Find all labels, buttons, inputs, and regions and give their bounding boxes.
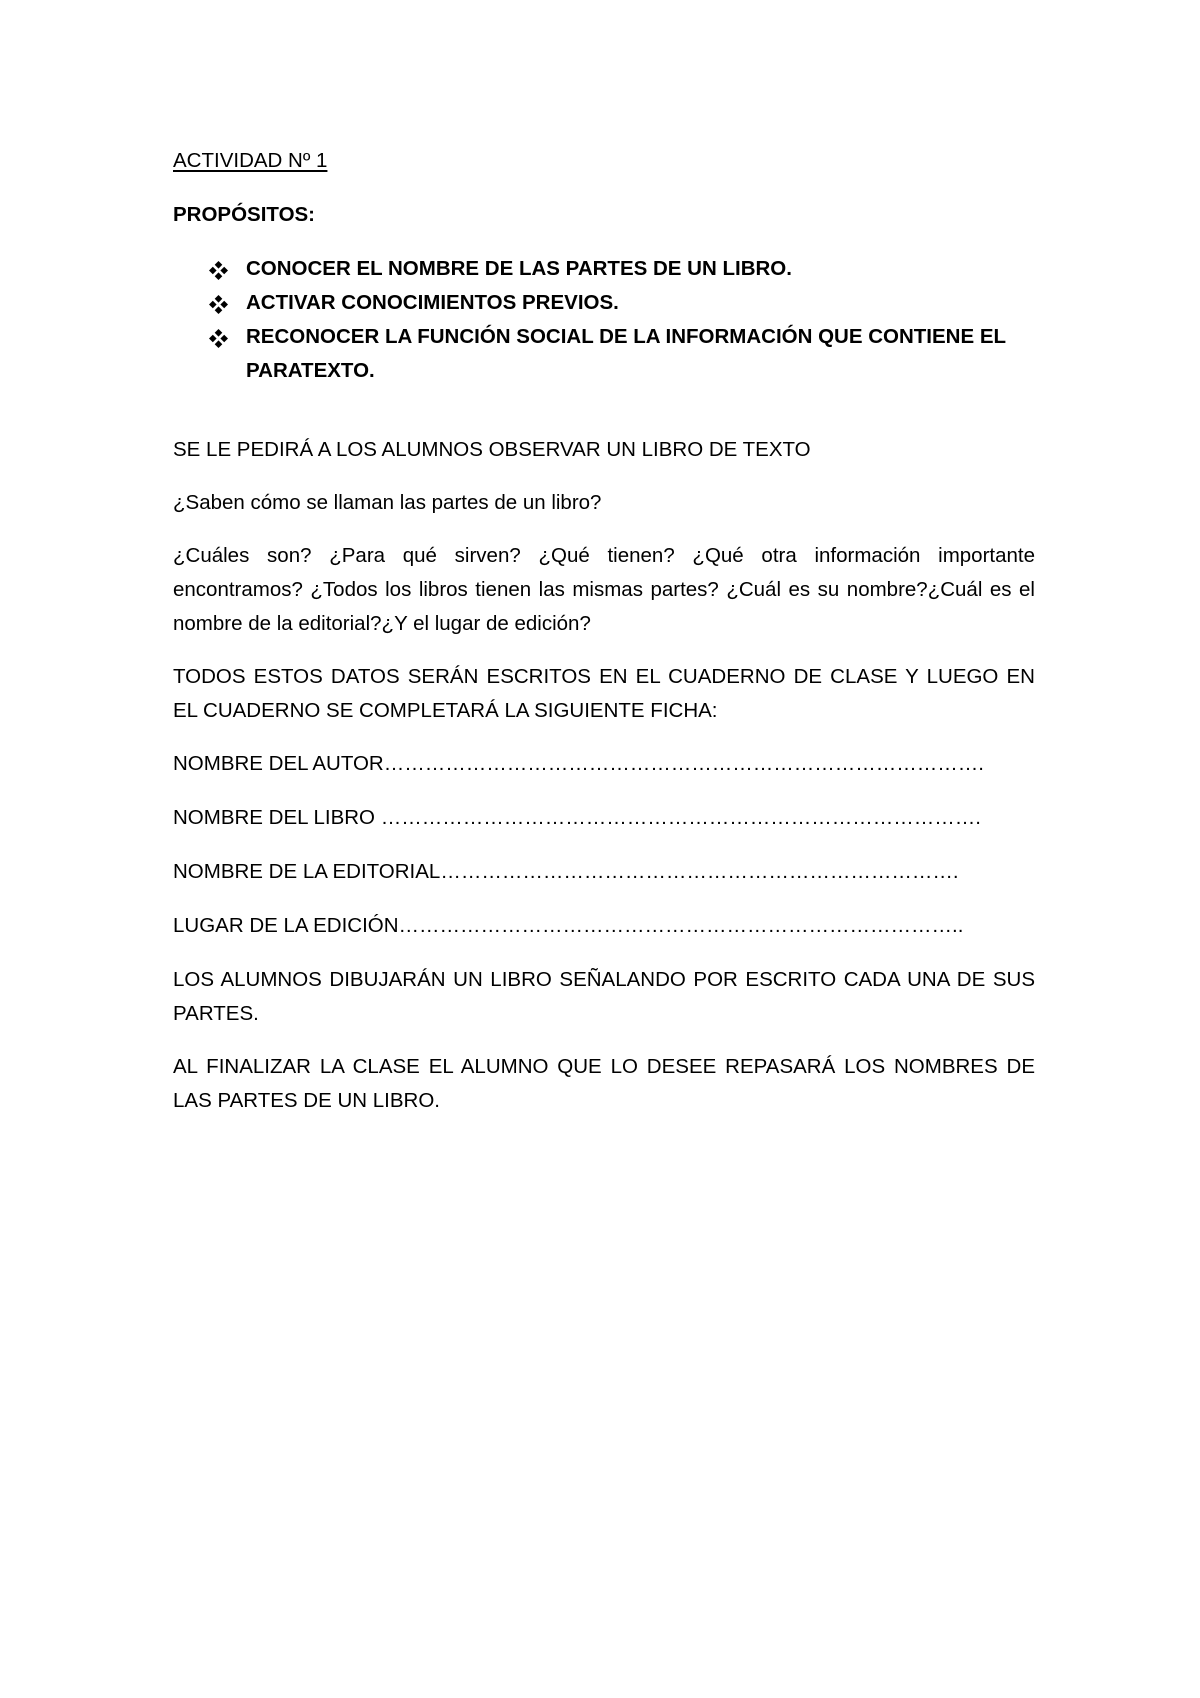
- diamond-bullet-icon: [209, 295, 228, 314]
- book-field-line: NOMBRE DEL LIBRO …………………………………………………………………………….: [173, 806, 981, 829]
- activity-title: ACTIVIDAD Nº 1: [173, 149, 328, 172]
- document-content: [173, 144, 1035, 1137]
- purpose-text: ACTIVAR CONOCIMIENTOS PREVIOS.: [246, 291, 619, 314]
- purpose-item: [173, 320, 1035, 388]
- purposes-heading: PROPÓSITOS:: [173, 203, 316, 226]
- purpose-text: CONOCER EL NOMBRE DE LAS PARTES DE UN LIBRO.: [246, 257, 792, 280]
- author-field-line: NOMBRE DEL AUTOR…………………………………………………………………………….: [173, 752, 984, 775]
- question-paragraph: ¿Saben cómo se llaman las partes de un libro?: [173, 491, 602, 514]
- questions-paragraph: ¿Cuáles son? ¿Para qué sirven? ¿Qué tienen? ¿Qué otra información importante encontramos? ¿Todos los libros tienen las mismas partes? ¿Cuál es su nombre?¿Cuál es el nombre de la editorial?¿Y el lugar de edición?: [173, 544, 1035, 635]
- spacer: [173, 388, 1035, 433]
- publisher-field-line: NOMBRE DE LA EDITORIAL………………………………………………………………….: [173, 860, 959, 883]
- diamond-bullet-icon: [209, 329, 228, 348]
- data-paragraph: TODOS ESTOS DATOS SERÁN ESCRITOS EN EL CUADERNO DE CLASE Y LUEGO EN EL CUADERNO SE COMPLETARÁ LA SIGUIENTE FICHA:: [173, 665, 1035, 722]
- intro-paragraph: SE LE PEDIRÁ A LOS ALUMNOS OBSERVAR UN LIBRO DE TEXTO: [173, 438, 811, 461]
- drawing-paragraph: LOS ALUMNOS DIBUJARÁN UN LIBRO SEÑALANDO POR ESCRITO CADA UNA DE SUS PARTES.: [173, 968, 1035, 1025]
- edition-place-field-line: LUGAR DE LA EDICIÓN………………………………………………………………………..: [173, 914, 964, 937]
- purpose-text: RECONOCER LA FUNCIÓN SOCIAL DE LA INFORMACIÓN QUE CONTIENE EL PARATEXTO.: [246, 325, 1006, 382]
- purposes-list: [173, 252, 1035, 388]
- purpose-item: [173, 286, 1035, 320]
- closing-paragraph: AL FINALIZAR LA CLASE EL ALUMNO QUE LO DESEE REPASARÁ LOS NOMBRES DE LAS PARTES DE UN LIBRO.: [173, 1055, 1035, 1112]
- diamond-bullet-icon: [209, 261, 228, 280]
- purpose-item: [173, 252, 1035, 286]
